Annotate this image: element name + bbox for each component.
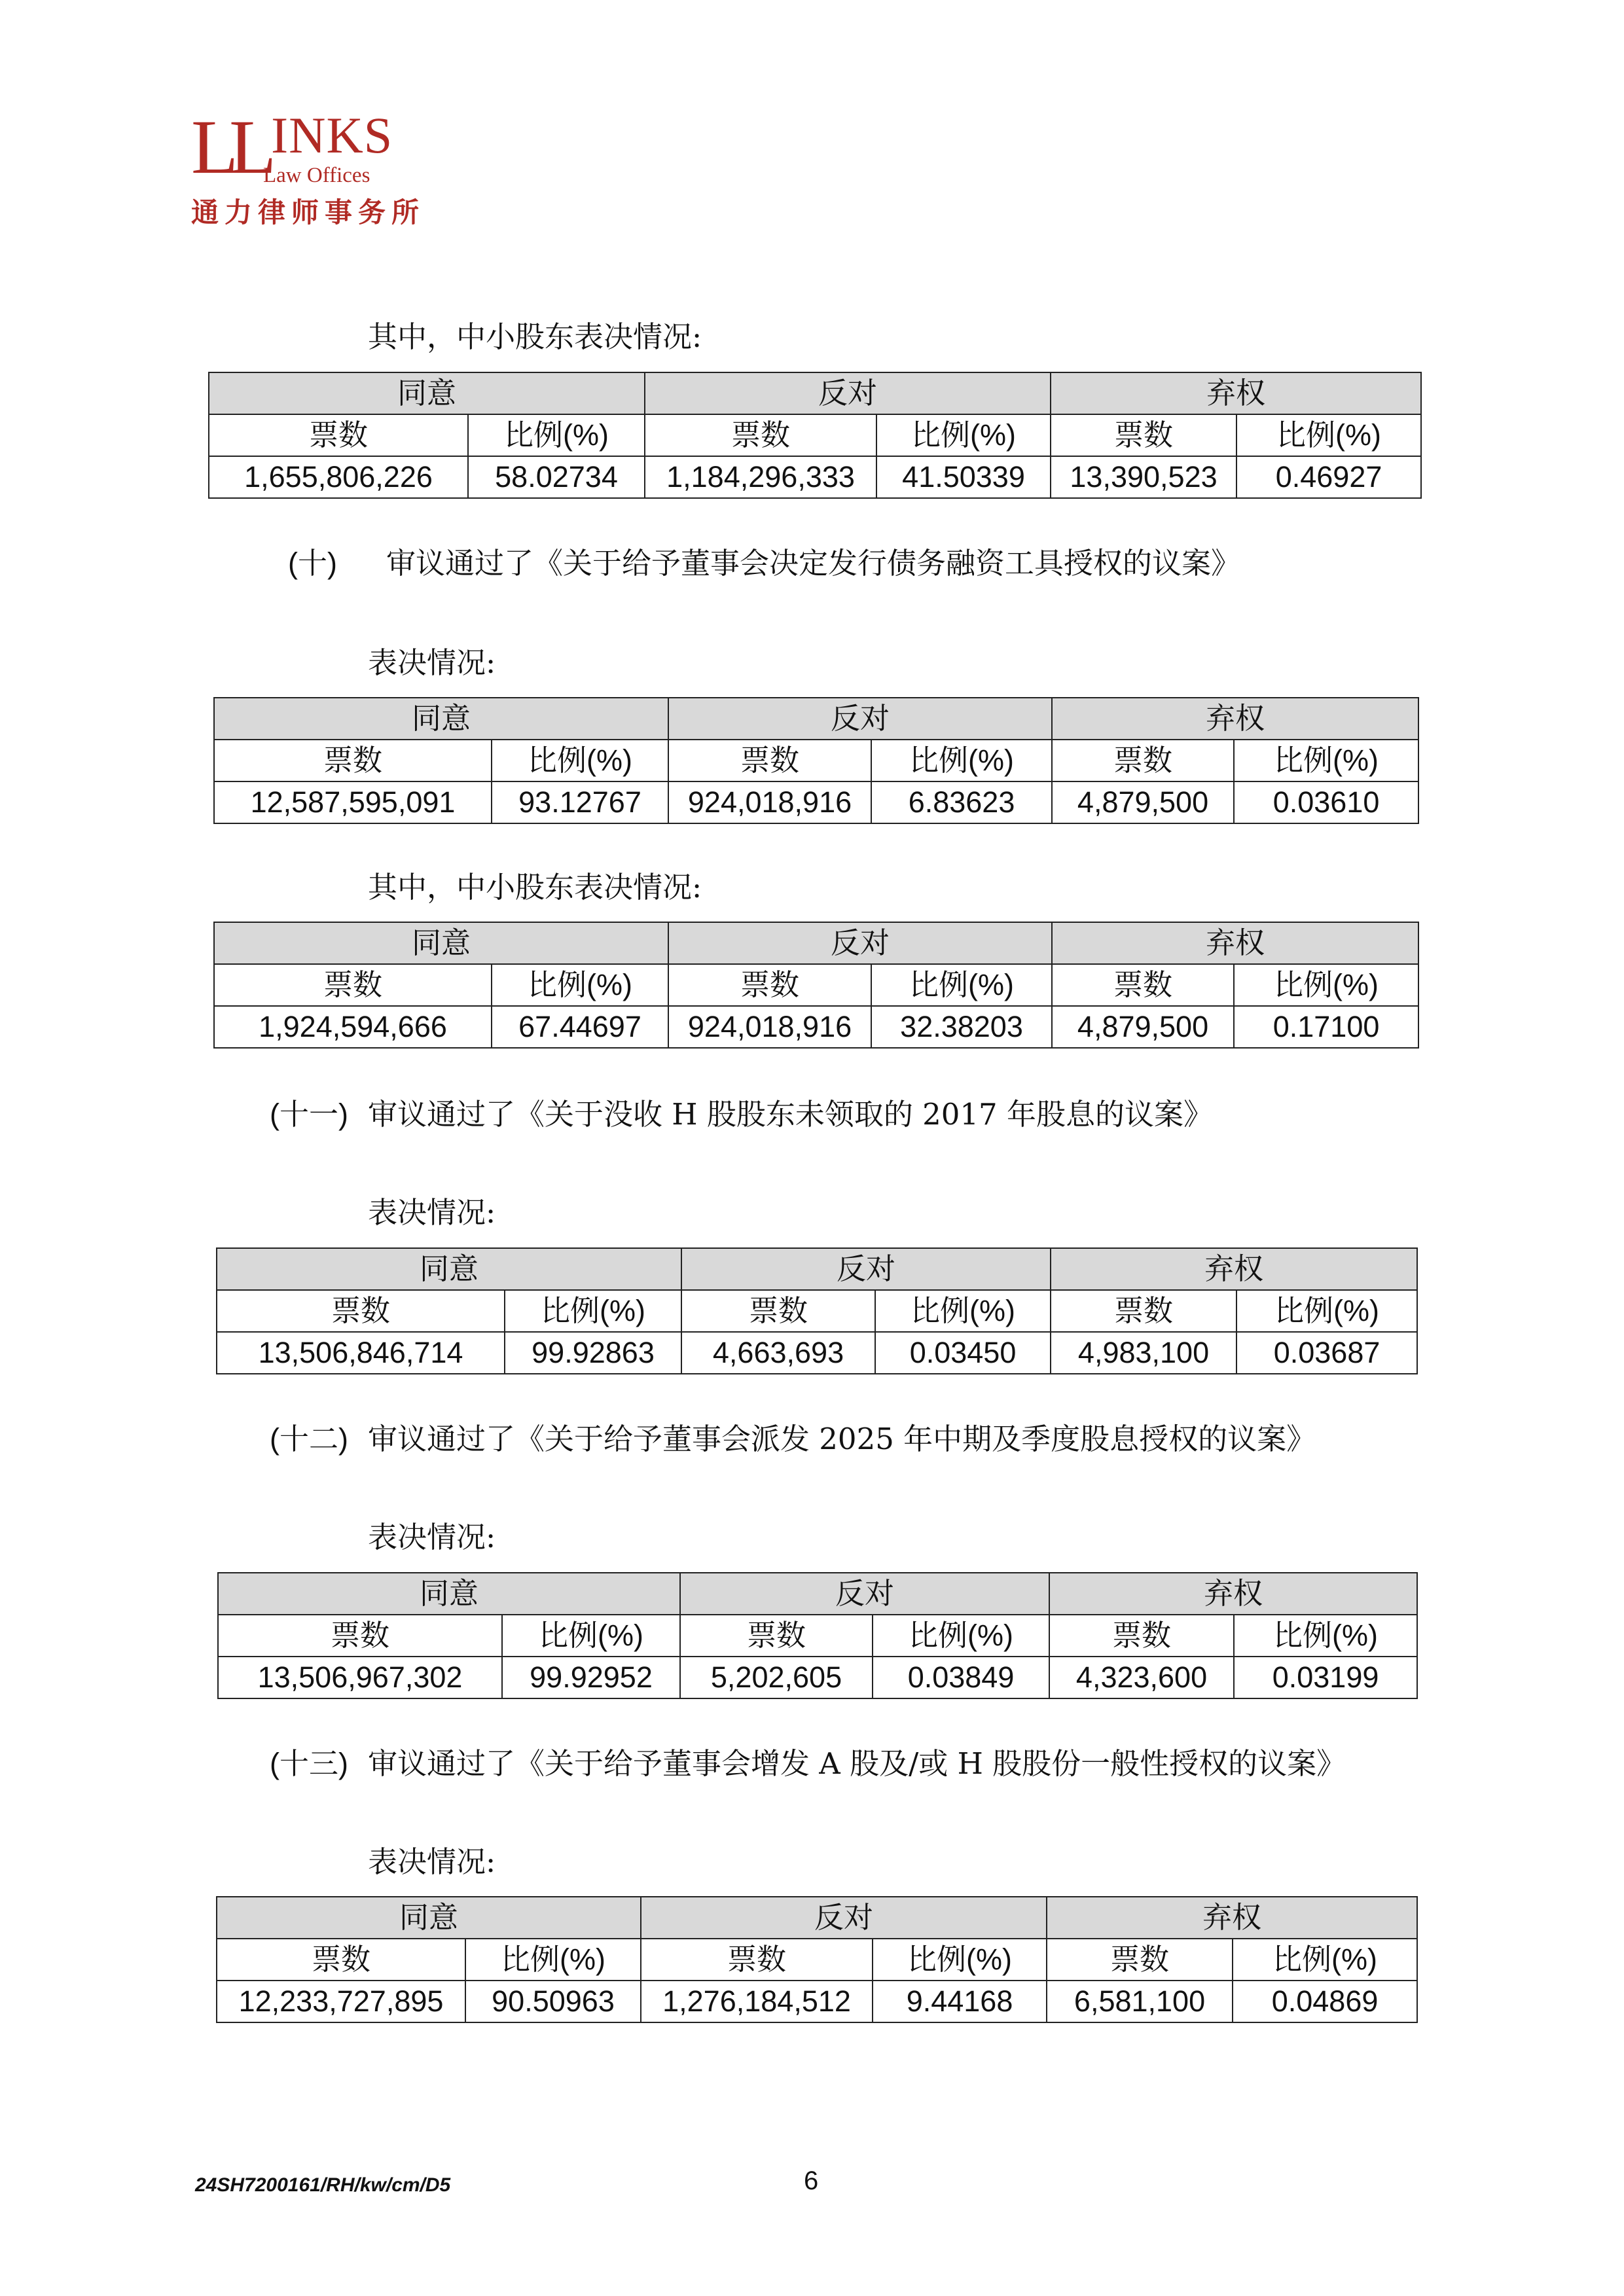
col-ratio: 比例(%) <box>505 1290 681 1332</box>
abstain-votes: 4,983,100 <box>1051 1332 1236 1374</box>
agree-votes: 12,233,727,895 <box>217 1981 465 2022</box>
firm-logo <box>191 104 425 233</box>
vote-table-4 <box>217 1572 1418 1699</box>
abstain-votes: 6,581,100 <box>1047 1981 1233 2022</box>
col-against: 反对 <box>680 1573 1049 1615</box>
col-votes: 票数 <box>645 414 876 456</box>
section-3-heading <box>270 1097 1213 1132</box>
col-ratio: 比例(%) <box>1234 964 1418 1006</box>
vote-table-0 <box>208 372 1422 499</box>
agree-votes: 1,655,806,226 <box>209 456 468 498</box>
col-votes: 票数 <box>1052 740 1234 781</box>
section-4-title: 审议通过了《关于给予董事会派发 2025 年中期及季度股息授权的议案》 <box>368 1422 1316 1456</box>
section-1-title: 审议通过了《关于给予董事会决定发行债务融资工具授权的议案》 <box>386 546 1241 581</box>
col-votes: 票数 <box>668 740 871 781</box>
abstain-ratio: 0.17100 <box>1234 1006 1418 1048</box>
against-votes: 1,276,184,512 <box>641 1981 873 2022</box>
logo-chinese-name: 通力律师事务所 <box>191 196 425 228</box>
logo-subtitle: Law Offices <box>263 164 370 187</box>
agree-votes: 1,924,594,666 <box>214 1006 492 1048</box>
section-4-number: (十二) <box>270 1422 348 1456</box>
against-votes: 924,018,916 <box>668 1006 871 1048</box>
col-votes: 票数 <box>680 1615 873 1657</box>
col-abstain: 弃权 <box>1051 372 1421 414</box>
col-ratio: 比例(%) <box>502 1615 680 1657</box>
section-3-intro: 表决情况: <box>368 1195 496 1230</box>
col-abstain: 弃权 <box>1052 922 1418 964</box>
col-ratio: 比例(%) <box>492 740 668 781</box>
col-votes: 票数 <box>217 1939 465 1981</box>
col-votes: 票数 <box>218 1615 502 1657</box>
agree-votes: 13,506,846,714 <box>217 1332 505 1374</box>
col-votes: 票数 <box>681 1290 875 1332</box>
abstain-votes: 4,879,500 <box>1052 781 1234 823</box>
against-ratio: 0.03450 <box>875 1332 1051 1374</box>
agree-ratio: 93.12767 <box>492 781 668 823</box>
agree-ratio: 67.44697 <box>492 1006 668 1048</box>
col-against: 反对 <box>668 698 1052 740</box>
vote-table-2 <box>213 922 1419 1049</box>
section-2-intro: 其中，中小股东表决情况: <box>368 870 702 905</box>
abstain-votes: 4,323,600 <box>1049 1657 1234 1698</box>
col-against: 反对 <box>681 1248 1051 1290</box>
agree-ratio: 58.02734 <box>468 456 645 498</box>
abstain-ratio: 0.03199 <box>1234 1657 1417 1698</box>
section-4-heading <box>270 1424 1316 1454</box>
col-abstain: 弃权 <box>1051 1248 1417 1290</box>
section-5-title: 审议通过了《关于给予董事会增发 A 股及/或 H 股股份一般性授权的议案》 <box>368 1746 1346 1781</box>
col-ratio: 比例(%) <box>871 964 1052 1006</box>
col-votes: 票数 <box>214 964 492 1006</box>
col-against: 反对 <box>641 1897 1047 1939</box>
col-votes: 票数 <box>641 1939 873 1981</box>
col-votes: 票数 <box>1051 414 1236 456</box>
col-abstain: 弃权 <box>1052 698 1418 740</box>
page-number: 6 <box>804 2166 819 2195</box>
col-ratio: 比例(%) <box>465 1939 641 1981</box>
section-3-number: (十一) <box>270 1098 348 1131</box>
abstain-votes: 13,390,523 <box>1051 456 1236 498</box>
abstain-ratio: 0.04869 <box>1233 1981 1417 2022</box>
agree-ratio: 99.92863 <box>505 1332 681 1374</box>
agree-ratio: 99.92952 <box>502 1657 680 1698</box>
document-reference: 24SH7200161/RH/kw/cm/D5 <box>195 2174 451 2196</box>
against-ratio: 9.44168 <box>873 1981 1047 2022</box>
col-votes: 票数 <box>668 964 871 1006</box>
section-5-number: (十三) <box>270 1747 348 1780</box>
section-1-heading <box>288 546 1241 581</box>
section-4-intro: 表决情况: <box>368 1520 496 1554</box>
section-5-heading <box>270 1746 1346 1781</box>
col-ratio: 比例(%) <box>1234 740 1418 781</box>
col-votes: 票数 <box>214 740 492 781</box>
against-ratio: 6.83623 <box>871 781 1052 823</box>
against-votes: 924,018,916 <box>668 781 871 823</box>
logo-mark-ll: LL <box>191 104 268 190</box>
col-against: 反对 <box>645 372 1051 414</box>
col-ratio: 比例(%) <box>873 1939 1047 1981</box>
col-agree: 同意 <box>209 372 645 414</box>
vote-table-3 <box>216 1247 1418 1374</box>
against-ratio: 32.38203 <box>871 1006 1052 1048</box>
col-agree: 同意 <box>218 1573 680 1615</box>
abstain-ratio: 0.03687 <box>1236 1332 1417 1374</box>
col-ratio: 比例(%) <box>468 414 645 456</box>
col-ratio: 比例(%) <box>1236 414 1421 456</box>
section-3-title: 审议通过了《关于没收 H 股股东未领取的 2017 年股息的议案》 <box>368 1097 1213 1132</box>
section-1-number: (十) <box>288 547 337 580</box>
logo-mark-inks: INKS <box>271 107 393 164</box>
vote-table-1 <box>213 697 1419 824</box>
section-1-intro: 表决情况: <box>368 645 496 680</box>
col-votes: 票数 <box>1051 1290 1236 1332</box>
col-abstain: 弃权 <box>1047 1897 1417 1939</box>
col-votes: 票数 <box>209 414 468 456</box>
agree-ratio: 90.50963 <box>465 1981 641 2022</box>
abstain-ratio: 0.03610 <box>1234 781 1418 823</box>
against-votes: 4,663,693 <box>681 1332 875 1374</box>
col-against: 反对 <box>668 922 1052 964</box>
abstain-votes: 4,879,500 <box>1052 1006 1234 1048</box>
col-agree: 同意 <box>214 698 668 740</box>
col-agree: 同意 <box>217 1897 641 1939</box>
col-votes: 票数 <box>1052 964 1234 1006</box>
col-ratio: 比例(%) <box>1234 1615 1417 1657</box>
vote-table-5 <box>216 1896 1418 2023</box>
col-votes: 票数 <box>1049 1615 1234 1657</box>
agree-votes: 13,506,967,302 <box>218 1657 502 1698</box>
against-votes: 5,202,605 <box>680 1657 873 1698</box>
col-ratio: 比例(%) <box>876 414 1051 456</box>
against-votes: 1,184,296,333 <box>645 456 876 498</box>
against-ratio: 0.03849 <box>873 1657 1049 1698</box>
col-votes: 票数 <box>217 1290 505 1332</box>
col-ratio: 比例(%) <box>871 740 1052 781</box>
against-ratio: 41.50339 <box>876 456 1051 498</box>
col-agree: 同意 <box>214 922 668 964</box>
col-ratio: 比例(%) <box>873 1615 1049 1657</box>
col-votes: 票数 <box>1047 1939 1233 1981</box>
col-agree: 同意 <box>217 1248 681 1290</box>
col-ratio: 比例(%) <box>492 964 668 1006</box>
col-abstain: 弃权 <box>1049 1573 1417 1615</box>
section-5-intro: 表决情况: <box>368 1844 496 1879</box>
col-ratio: 比例(%) <box>875 1290 1051 1332</box>
abstain-ratio: 0.46927 <box>1236 456 1421 498</box>
col-ratio: 比例(%) <box>1236 1290 1417 1332</box>
agree-votes: 12,587,595,091 <box>214 781 492 823</box>
section-0-intro: 其中，中小股东表决情况: <box>368 319 702 354</box>
col-ratio: 比例(%) <box>1233 1939 1417 1981</box>
